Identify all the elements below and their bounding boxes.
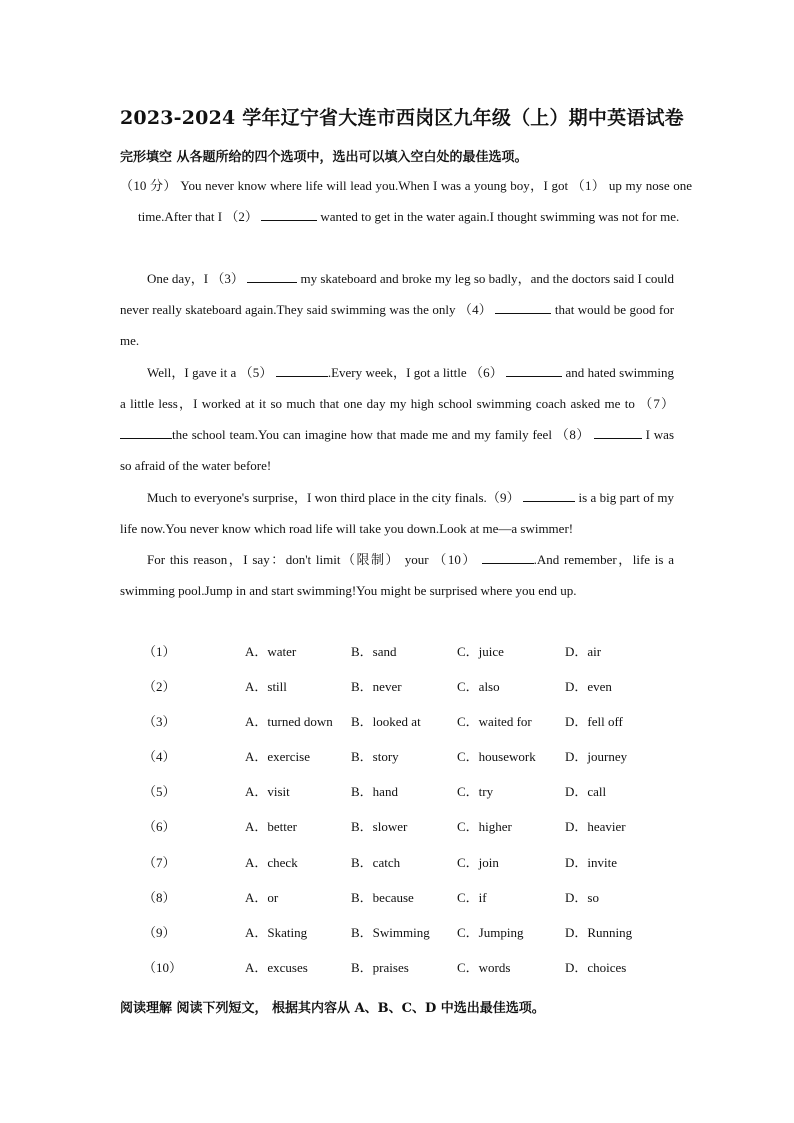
option-d: D．even <box>565 679 612 695</box>
option-c: C．also <box>457 679 500 695</box>
cloze-paragraph-2 <box>120 263 674 356</box>
blank-8 <box>594 424 642 439</box>
blank-4 <box>495 299 551 314</box>
option-a: A．still <box>245 679 287 695</box>
blank-10 <box>482 549 534 564</box>
option-b: B．slower <box>351 819 408 835</box>
blank-3 <box>247 268 297 283</box>
option-a: A．better <box>245 819 297 835</box>
cloze-paragraph-5 <box>120 544 674 606</box>
blank-5 <box>276 362 328 377</box>
blank-9 <box>523 487 575 502</box>
option-a: A．exercise <box>245 749 310 765</box>
option-d: D．journey <box>565 749 628 765</box>
question-number: （10） <box>143 959 183 975</box>
paragraph-text: that would be good for me. <box>120 302 675 348</box>
option-d: D．Running <box>565 924 633 940</box>
option-d: D．call <box>565 784 607 800</box>
option-a: A．Skating <box>245 924 308 940</box>
option-b: B．praises <box>351 959 409 975</box>
paragraph-text: my skateboard and broke my leg so badly，and the doctors said I could never really skateboard again.They said swimming was the only （4） <box>120 271 675 317</box>
option-d: D．choices <box>565 959 627 975</box>
paragraph-text: I was so afraid of the water before! <box>120 427 675 473</box>
cloze-paragraph-1 <box>120 170 692 232</box>
option-c: C．housework <box>457 749 536 765</box>
option-c: C．Jumping <box>457 924 524 940</box>
option-c: C．join <box>457 854 499 870</box>
option-b: B．catch <box>351 854 401 870</box>
paragraph-text: Much to everyone's surprise，I won third place in the city finals.（9） <box>147 490 520 505</box>
option-b: B．Swimming <box>351 924 430 940</box>
blank-6 <box>506 362 562 377</box>
paragraph-text: wanted to get in the water again.I thought swimming was not for me. <box>320 209 680 224</box>
option-b: B．because <box>351 889 414 905</box>
paragraph-text: One day，I （3） <box>147 271 244 286</box>
cloze-paragraph-3 <box>120 357 674 481</box>
option-a: A．visit <box>245 784 290 800</box>
option-a: A．water <box>245 644 297 659</box>
question-number: （7） <box>143 854 176 870</box>
paragraph-text: .And remember，life is a swimming pool.Jump in and start swimming!You might be surprised where you end up. <box>120 552 674 598</box>
option-c: C．higher <box>457 819 512 835</box>
question-number: （4） <box>143 749 176 765</box>
option-a: A．check <box>245 854 298 870</box>
option-c: C．juice <box>457 644 504 659</box>
question-number: （1） <box>143 644 176 659</box>
option-b: B．story <box>351 749 399 765</box>
option-d: D．invite <box>565 854 617 870</box>
option-c: C．try <box>457 784 494 800</box>
question-number: （6） <box>143 819 176 835</box>
option-b: B．sand <box>351 644 397 659</box>
blank-7 <box>120 424 172 439</box>
option-d: D．fell off <box>565 714 623 730</box>
paragraph-text: .Every week，I got a little （6） <box>327 365 503 380</box>
paragraph-text: the school team.You can imagine how that made me and my family feel （8） <box>172 427 590 442</box>
paragraph-text: You never know where life will lead you.When I was a young boy，I got （1） up my nose one time.After that I （2） <box>138 178 692 224</box>
option-c: C．words <box>457 959 511 975</box>
paragraph-text: and hated swimming a little less，I worked at it so much that one day my high school swimming coach asked me to （7） <box>120 365 675 411</box>
option-c: C．if <box>457 889 487 905</box>
option-b: B．hand <box>351 784 398 800</box>
exam-title: 2023-2024 学年辽宁省大连市西岗区九年级（上）期中英语试卷 <box>120 107 684 129</box>
cloze-paragraph-4 <box>120 482 674 544</box>
option-d: D．air <box>565 644 602 659</box>
option-b: B．never <box>351 679 402 695</box>
paragraph-text: For this reason，I say：don't limit（限制） your （10） <box>147 552 477 567</box>
question-number: （2） <box>143 679 176 695</box>
option-d: D．so <box>565 889 599 905</box>
option-a: A．excuses <box>245 959 308 975</box>
question-number: （3） <box>143 714 176 730</box>
option-a: A．turned down <box>245 714 333 730</box>
option-b: B．looked at <box>351 714 421 730</box>
question-number: （9） <box>143 924 176 940</box>
question-number: （5） <box>143 784 176 800</box>
cloze-section-heading: 完形填空 从各题所给的四个选项中，选出可以填入空白处的最佳选项。 <box>120 150 528 165</box>
paragraph-text: Well，I gave it a （5） <box>147 365 273 380</box>
paragraph-text: is a big part of my life now.You never know which road life will take you down.Look at me—a swimmer! <box>120 490 675 536</box>
question-number: （8） <box>143 889 176 905</box>
option-a: A．or <box>245 889 279 905</box>
option-c: C．waited for <box>457 714 532 730</box>
score-label: （10 分） <box>120 178 177 193</box>
option-d: D．heavier <box>565 819 626 835</box>
blank-2 <box>261 206 317 221</box>
reading-section-heading: 阅读理解 阅读下列短文， 根据其内容从 A、B、C、D 中选出最佳选项。 <box>120 1001 545 1016</box>
